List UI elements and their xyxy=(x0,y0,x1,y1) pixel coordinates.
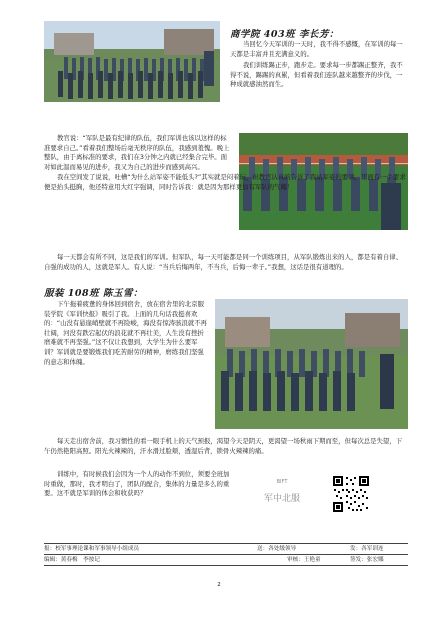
footer-review: 审核：王艳童 xyxy=(287,557,321,563)
section1-bottom xyxy=(44,253,408,272)
section2-paragraph-2: 每天走出宿舍前，我习惯性的看一眼手机上的天气预报，渴望今天是阴天，更渴望一场秋雨下期而至，但每次总是失望，下午仍然艳阳高照。阳光火辣辣的，汗水滑过脸颊，透湿后背，锁骨火辣辣的痛。 xyxy=(44,437,403,455)
section1-intro-block xyxy=(230,40,408,90)
footer-issue: 发：各军训连 xyxy=(350,546,384,552)
section1-left-column xyxy=(44,134,406,193)
logo-text: 军中北服 xyxy=(263,494,300,504)
section1-paragraph-2: 我们训练踢正步，跑步走。要求每一步都踢正整齐，我不得不说，踢踢的真累，但看着我们连队越来越整齐的步伐，一种成就感油然而生。 xyxy=(230,61,403,89)
section1-paragraph-4: 我在空间发了说说，吐槽“为什么站军姿不能低头?”其实就是闷着玩，但教官认真的告诉了我站军姿的要领，里面有一个要求便是抬头挺胸，他还特意用大红字强调，同时告诉我：就是因为那样更加有军队的气魄！ xyxy=(44,173,406,191)
footer-row-distribution xyxy=(44,545,408,553)
footer-editors: 编辑：黄春梅 李按记 xyxy=(44,557,100,563)
footer-report: 报：校军事理论课和军事领导小组成员 xyxy=(44,546,140,552)
section2-title: 服装 108班 陈玉雪： xyxy=(44,288,143,299)
section2-paragraph-3: 训练中，有时候我们会因为一个人的动作不到位，须要全班加时重做，那时，我才明白了，团队的配合，集体的力量是多么的重要。这不就是军训的体会和收获吗？ xyxy=(44,470,230,498)
bift-small-label: BIFT xyxy=(276,479,288,485)
footer-mid-rule xyxy=(44,554,408,555)
qr-code[interactable] xyxy=(331,474,371,514)
footer-bottom-rule xyxy=(44,565,408,566)
footer-send: 送：各处级领导 xyxy=(257,546,297,552)
section1-title: 商学院 403班 李长芳： xyxy=(230,29,339,40)
bift-logo xyxy=(247,479,317,525)
section1-paragraph-3: 教官说：“军队是最有纪律的队伍，我们军训也该以这样的标准要求自己。”看着我们整场后毫无秩序的队伍，我感到羞愧。晚上整队，由于离标准的要求，我们在3分钟之内就已经集合完毕。面对如此温而易见的进步，我又为自己的进步而感到高兴。 xyxy=(44,134,230,171)
section2-left-column xyxy=(44,300,208,367)
footer-row-editors xyxy=(44,556,408,564)
footer-top-rule xyxy=(44,543,408,544)
footer-sign: 签发：张宏娜 xyxy=(350,557,384,563)
section2-full-width xyxy=(44,437,408,456)
photo-marching-troops xyxy=(44,21,220,102)
photo-marching-group xyxy=(215,299,408,429)
section2-closing xyxy=(44,470,231,499)
section1-paragraph-5: 每一天都会有所不同，这是我们的军训。但军队，每一天可能都是同一个训练项目，从军队锻炼出来的人，都是有着自律、自强的成功的人，这就是军人。有人说：“当兵后悔两年，不当兵，后悔一辈子。”我想，这话是很有道理的。 xyxy=(44,253,403,271)
section1-intro: 当回忆今天军训的一天时，我不得不感慨，在军训的每一天都是丰富并且充满意义的。 xyxy=(230,40,403,58)
page-number: 2 xyxy=(217,582,221,588)
section2-paragraph-1: 下午拖着疲惫的身体回到宿舍，放在宿舍里的北京服装学院《军训快报》吸引了我。上面的几句话我挺喜欢的：“山没有悬崖峭壁就不再险峻，海没有惊涛骇浪就不再壮阔，河没有跌宕起伏的浪花就不再壮美，人生没有挫折磨难就不再坚强。”这不仅让我想到，大学生为什么要军训？军训就是要锻炼我们吃苦耐劳的精神，磨练我们坚强的意志和体魄。 xyxy=(44,300,208,366)
